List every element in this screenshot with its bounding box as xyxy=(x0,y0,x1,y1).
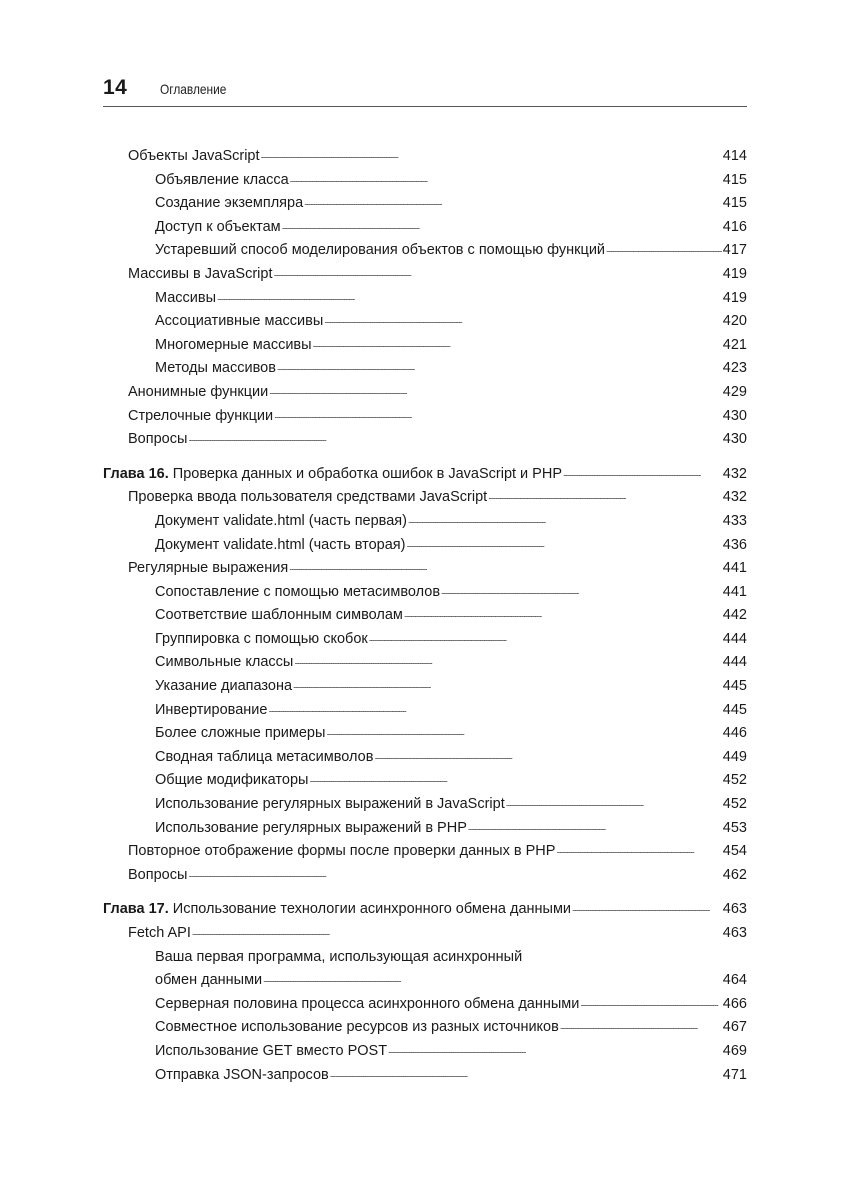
toc-entry[interactable] xyxy=(103,675,747,699)
toc-page-number: 419 xyxy=(722,289,747,306)
toc-entry-title-wrap xyxy=(155,675,292,699)
toc-page-number: 462 xyxy=(722,866,747,883)
toc-entry[interactable] xyxy=(103,864,747,888)
dot-leader xyxy=(580,993,721,1017)
toc-entry-title-wrap xyxy=(155,357,276,381)
toc-page-number: 449 xyxy=(722,748,747,765)
dot-leader xyxy=(293,675,722,699)
toc-entry-title: Более сложные примеры xyxy=(155,725,326,742)
dot-leader xyxy=(188,428,721,452)
toc-entry[interactable] xyxy=(103,793,747,817)
toc-entry-title: Сопоставление с помощью метасимволов xyxy=(155,583,441,600)
toc-entry-title: Отправка JSON-запросов xyxy=(155,1066,329,1083)
toc-entry-title-wrap xyxy=(155,793,505,817)
dot-leader xyxy=(290,169,722,193)
toc-page-number: 432 xyxy=(722,465,747,482)
toc-entry-title-wrap xyxy=(155,722,325,746)
toc-page-number: 433 xyxy=(722,512,747,529)
dot-leader xyxy=(289,557,722,581)
toc-entry-title-wrap xyxy=(128,428,187,452)
dot-leader xyxy=(313,334,722,358)
toc-entry-title: Вопросы xyxy=(128,431,188,448)
toc-entry-title: Инвертирование xyxy=(155,701,268,718)
dot-leader xyxy=(572,898,722,922)
toc-entry-title: Проверка ввода пользователя средствами JavaScript xyxy=(128,489,488,506)
toc-page-number: 414 xyxy=(722,148,747,164)
toc-entry-title-wrap xyxy=(155,581,440,605)
toc-entry-title: Символьные классы xyxy=(155,654,294,671)
toc-page-number: 469 xyxy=(722,1042,747,1059)
toc-page-number: 444 xyxy=(722,654,747,671)
toc-page-number: 420 xyxy=(722,313,747,330)
toc-entry-title-wrap xyxy=(155,746,373,770)
toc-entry-title-wrap xyxy=(103,463,562,487)
toc-entry-title-wrap xyxy=(128,864,187,888)
toc-entry-title-wrap xyxy=(155,287,216,311)
toc-entry-continuation xyxy=(155,969,747,993)
toc-entry-title-wrap xyxy=(155,239,605,263)
dot-leader xyxy=(217,287,722,311)
toc-entry-title-wrap xyxy=(155,1016,559,1040)
dot-leader xyxy=(388,1040,722,1064)
dot-leader xyxy=(488,486,722,510)
toc-entry-title: Вопросы xyxy=(128,866,188,883)
toc-entry-title-wrap xyxy=(155,651,293,675)
dot-leader xyxy=(374,746,721,770)
toc-entry[interactable] xyxy=(103,263,747,287)
dot-leader xyxy=(506,793,722,817)
toc-entry-title: Серверная половина процесса асинхронного обмена данными xyxy=(155,995,580,1012)
toc-entry-title: Анонимные функции xyxy=(128,383,269,400)
toc-entry[interactable] xyxy=(103,817,747,841)
toc-page-number: 446 xyxy=(722,725,747,742)
toc-page-number: 463 xyxy=(722,901,747,918)
toc-entry-title: Использование технологии асинхронного обмена данными xyxy=(172,901,572,918)
toc-entry-title-wrap xyxy=(155,510,407,534)
dot-leader xyxy=(294,651,721,675)
toc-page-number: 441 xyxy=(722,560,747,577)
toc-entry-title-wrap xyxy=(128,405,273,429)
dot-leader xyxy=(441,581,722,605)
dot-leader xyxy=(606,239,722,263)
toc-chapter-entry[interactable] xyxy=(103,898,747,922)
page-header xyxy=(103,76,747,107)
dot-leader xyxy=(404,604,722,628)
toc-entry-title-wrap xyxy=(155,192,303,216)
toc-entry-title-wrap xyxy=(155,699,267,723)
toc-entry[interactable] xyxy=(103,239,747,263)
toc-entry[interactable] xyxy=(103,381,747,405)
toc-entry-title: Стрелочные функции xyxy=(128,407,274,424)
dot-leader xyxy=(277,357,722,381)
toc-entry-title-wrap xyxy=(155,817,467,841)
toc-page-number: 445 xyxy=(722,678,747,695)
toc-entry-title: Сводная таблица метасимволов xyxy=(155,748,374,765)
toc-entry-title: Ваша первая программа, использующая асинхронный xyxy=(155,948,523,965)
toc-entry[interactable] xyxy=(103,192,747,216)
toc-page-number: 436 xyxy=(722,536,747,553)
toc-entry-title: Общие модификаторы xyxy=(155,772,309,789)
toc-page-number: 467 xyxy=(722,1019,747,1036)
toc-entry[interactable] xyxy=(103,1064,747,1088)
dot-leader xyxy=(188,864,721,888)
toc-entry[interactable] xyxy=(103,287,747,311)
toc-entry-title: Объекты JavaScript xyxy=(128,148,260,164)
dot-leader xyxy=(192,922,722,946)
toc-page-number: 463 xyxy=(722,925,747,941)
toc-entry-title-wrap xyxy=(155,310,323,334)
toc-entry-title: Объявление класса xyxy=(155,171,289,188)
toc-entry-title: Повторное отображение формы после проверки данных в PHP xyxy=(128,843,556,860)
toc-entry[interactable] xyxy=(103,169,747,193)
toc-entry-title-wrap xyxy=(128,922,191,946)
toc-entry[interactable] xyxy=(103,993,747,1017)
toc-entry-title: Массивы xyxy=(155,289,217,306)
toc-entry[interactable] xyxy=(103,510,747,534)
toc-page-number: 471 xyxy=(722,1066,747,1083)
toc-entry-title: Соответствие шаблонным символам xyxy=(155,607,403,624)
toc-entry[interactable] xyxy=(103,534,747,558)
toc-entry[interactable] xyxy=(103,486,747,510)
toc-entry[interactable] xyxy=(103,405,747,429)
toc-page-number: 415 xyxy=(722,195,747,212)
dot-leader xyxy=(263,969,722,993)
toc-page-number: 415 xyxy=(722,171,747,188)
toc-page-number: 464 xyxy=(722,972,747,989)
chapter-label: Глава 17. xyxy=(103,901,169,918)
toc-entry-title: Группировка с помощью скобок xyxy=(155,630,368,647)
toc-page-number: 442 xyxy=(722,607,747,624)
dot-leader xyxy=(269,381,722,405)
dot-leader xyxy=(408,510,722,534)
toc-entry-title: Многомерные массивы xyxy=(155,336,312,353)
toc-chapter-entry[interactable] xyxy=(103,463,747,487)
toc-entry-title-wrap xyxy=(155,334,312,358)
toc-page-number: 429 xyxy=(722,383,747,400)
toc-entry-title: Методы массивов xyxy=(155,360,276,377)
toc-entry-title: Устаревший способ моделирования объектов с помощью функций xyxy=(155,242,606,259)
toc-entry-title-wrap xyxy=(128,486,487,510)
dot-leader xyxy=(274,405,722,429)
toc-entry-title-wrap xyxy=(155,169,289,193)
toc-entry[interactable] xyxy=(103,651,747,675)
toc-page-number: 432 xyxy=(722,489,747,506)
toc-entry-title-wrap xyxy=(155,604,403,628)
toc-entry[interactable] xyxy=(103,628,747,652)
toc-entry-title: Указание диапазона xyxy=(155,678,293,695)
toc-entry-title: Использование GET вместо POST xyxy=(155,1042,388,1059)
dot-leader xyxy=(563,463,722,487)
toc-page-number: 419 xyxy=(722,265,747,282)
toc-entry-title-cont: обмен данными xyxy=(155,972,263,989)
dot-leader xyxy=(556,840,721,864)
toc-page-number: 417 xyxy=(722,242,747,259)
toc-entry-title-wrap xyxy=(155,628,368,652)
toc-page-number: 444 xyxy=(722,630,747,647)
toc-entry[interactable] xyxy=(103,310,747,334)
toc-entry-title-wrap xyxy=(103,898,571,922)
dot-leader xyxy=(282,216,722,240)
dot-leader xyxy=(560,1016,722,1040)
toc-entry[interactable] xyxy=(103,1016,747,1040)
dot-leader xyxy=(406,534,721,558)
toc-entry-title-wrap xyxy=(128,840,555,864)
toc-page-number: 452 xyxy=(722,772,747,789)
dot-leader xyxy=(261,145,722,169)
toc-entry[interactable] xyxy=(103,145,747,169)
chapter-label: Глава 16. xyxy=(103,465,169,482)
toc-entry-title: Массивы в JavaScript xyxy=(128,265,273,282)
dot-leader xyxy=(268,699,721,723)
toc-entry[interactable] xyxy=(103,840,747,864)
toc-entry-title-wrap xyxy=(155,534,405,558)
toc-page-number: 445 xyxy=(722,701,747,718)
toc-entry-title: Проверка данных и обработка ошибок в JavaScript и PHP xyxy=(172,465,563,482)
toc-page-number: 454 xyxy=(722,843,747,860)
toc-page-number: 466 xyxy=(722,995,747,1012)
toc-entry-title-wrap xyxy=(128,557,288,581)
dot-leader xyxy=(326,722,721,746)
toc-page-number: 452 xyxy=(722,796,747,813)
toc-entry-title-wrap xyxy=(155,216,281,240)
toc-entry-title-wrap xyxy=(155,1064,329,1088)
running-title: Оглавление xyxy=(160,81,227,97)
toc-page-number: 430 xyxy=(722,407,747,424)
toc-entry-title-wrap xyxy=(155,993,579,1017)
toc-entry[interactable] xyxy=(103,1040,747,1064)
dot-leader xyxy=(309,769,721,793)
toc-entry[interactable] xyxy=(103,581,747,605)
toc-entry-title-wrap xyxy=(155,1040,387,1064)
toc-entry[interactable] xyxy=(103,216,747,240)
toc-entry[interactable] xyxy=(103,557,747,581)
toc-entry-title: Использование регулярных выражений в PHP xyxy=(155,819,467,836)
toc-page-number: 423 xyxy=(722,360,747,377)
toc-entry-title: Ассоциативные массивы xyxy=(155,313,324,330)
toc-page-number: 453 xyxy=(722,819,747,836)
page-number: 14 xyxy=(103,76,128,99)
toc-entry-title: Использование регулярных выражений в JavaScript xyxy=(155,796,505,813)
toc-entry[interactable] xyxy=(103,699,747,723)
toc-entry-title: Совместное использование ресурсов из разных источников xyxy=(155,1019,559,1036)
dot-leader xyxy=(304,192,722,216)
toc-entry[interactable] xyxy=(103,746,747,770)
toc-entry-title: Доступ к объектам xyxy=(155,218,281,235)
toc-entry-title-wrap xyxy=(128,381,268,405)
dot-leader xyxy=(330,1064,722,1088)
toc-entry[interactable] xyxy=(103,604,747,628)
toc-entry-title: Регулярные выражения xyxy=(128,560,289,577)
toc-entry[interactable] xyxy=(103,428,747,452)
dot-leader xyxy=(273,263,721,287)
toc-entry[interactable] xyxy=(103,357,747,381)
toc-entry-title-wrap xyxy=(155,769,308,793)
table-of-contents xyxy=(103,145,747,1087)
toc-entry-title-wrap xyxy=(128,145,260,169)
dot-leader xyxy=(369,628,722,652)
toc-entry-title: Документ validate.html (часть первая) xyxy=(155,512,407,529)
toc-page-number: 441 xyxy=(722,583,747,600)
toc-entry-title: Fetch API xyxy=(128,925,191,941)
toc-entry-title: Документ validate.html (часть вторая) xyxy=(155,536,406,553)
toc-entry[interactable] xyxy=(103,334,747,358)
toc-page-number: 416 xyxy=(722,218,747,235)
toc-entry[interactable] xyxy=(103,946,747,993)
toc-page-number: 421 xyxy=(722,336,747,353)
toc-entry-title-wrap xyxy=(128,263,272,287)
toc-entry[interactable] xyxy=(103,922,747,946)
dot-leader xyxy=(468,817,722,841)
toc-entry-title: Создание экземпляра xyxy=(155,195,304,212)
toc-entry[interactable] xyxy=(103,722,747,746)
toc-entry[interactable] xyxy=(103,769,747,793)
toc-page-number: 430 xyxy=(722,431,747,448)
dot-leader xyxy=(324,310,722,334)
